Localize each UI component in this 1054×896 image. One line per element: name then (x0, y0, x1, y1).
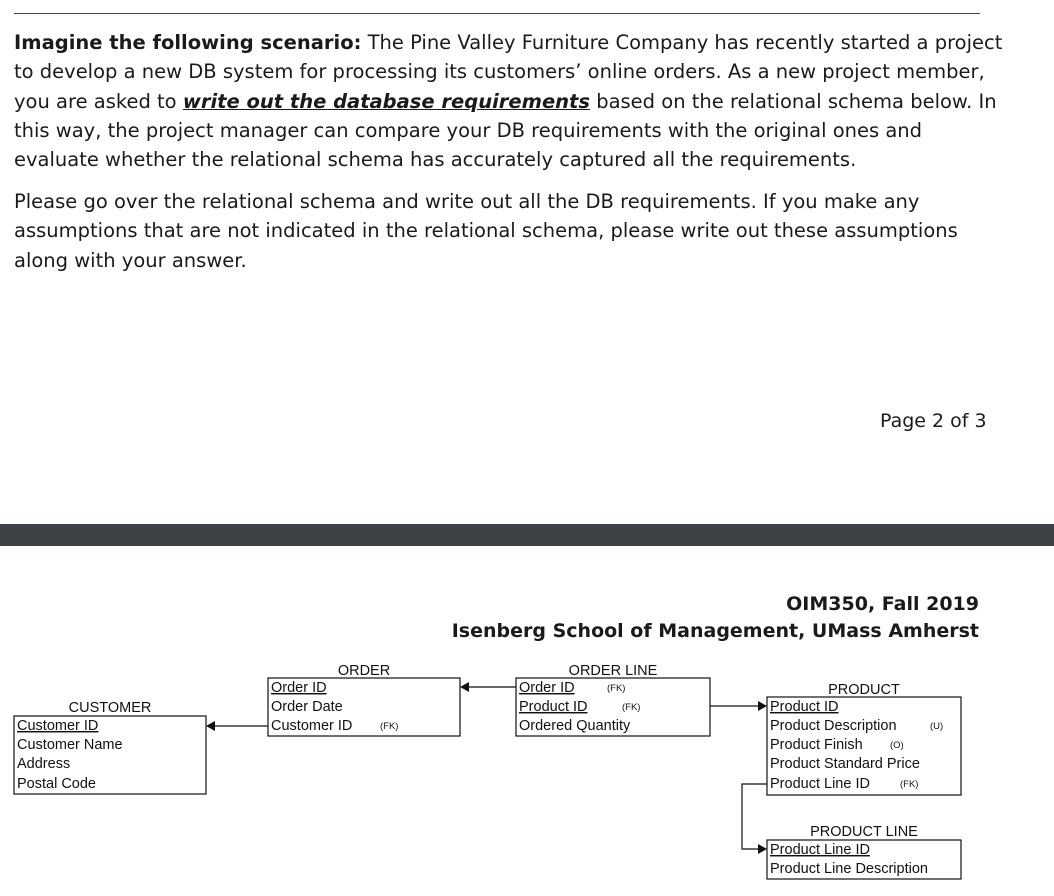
course-header: OIM350, Fall 2019 (786, 593, 979, 615)
product-attr: Product Line ID (770, 776, 870, 792)
product-attr: Product Standard Price (770, 756, 920, 772)
order-line-fk-tag: (FK) (622, 702, 641, 713)
school-header: Isenberg School of Management, UMass Amherst (451, 620, 979, 642)
scenario-lead: Imagine the following scenario: (14, 31, 362, 54)
product-attr: Product Description (770, 718, 897, 734)
customer-attr: Postal Code (17, 776, 96, 792)
arrowhead-product-line (758, 844, 767, 854)
customer-title: CUSTOMER (68, 700, 152, 716)
scenario-text-1: The Pine Valley Furniture Company has recently started a project to develop a new DB system for processing its customers’ online orders. As a new project member, you are asked to (14, 31, 1003, 113)
scenario-text-2: based on the relational schema below. In this way, the project manager can compare your DB requirements with the original ones and evaluate whether the relational schema has accurately captured all the requirements. (14, 89, 997, 172)
page-number: Page 2 of 3 (880, 410, 987, 432)
product-attr: Product Finish (770, 737, 863, 753)
product-optional-tag: (O) (890, 740, 904, 751)
order-line-fk-tag: (FK) (607, 683, 626, 694)
order-pk: Order ID (271, 680, 327, 696)
arrowhead-customer (206, 721, 215, 731)
product-fk-tag: (FK) (900, 779, 919, 790)
customer-attr: Address (17, 756, 71, 772)
order-line-title: ORDER LINE (568, 663, 658, 679)
order-line-pk: Order ID (519, 680, 575, 696)
order-fk-tag: (FK) (380, 721, 399, 732)
instructions-paragraph: Please go over the relational schema and write out all the DB requirements. If you make any assumptions that are not indicated in the relational schema, please write out these assumptions along with your answer. (14, 190, 958, 272)
scenario-emphasis: write out the database requirements (182, 89, 590, 113)
product-title: PRODUCT (828, 682, 900, 698)
customer-attr: Customer Name (17, 737, 123, 753)
customer-pk: Customer ID (17, 718, 99, 734)
product-unique-tag: (U) (930, 721, 944, 732)
order-line-attr: Ordered Quantity (519, 718, 631, 734)
product-pk: Product ID (770, 699, 839, 715)
order-line-pk: Product ID (519, 699, 588, 715)
product-line-attr: Product Line Description (770, 861, 928, 877)
product-line-pk: Product Line ID (770, 842, 870, 858)
product-line-title: PRODUCT LINE (810, 824, 918, 840)
arrowhead-product (758, 701, 767, 711)
order-attr: Customer ID (271, 718, 353, 734)
order-attr: Order Date (271, 699, 343, 715)
order-title: ORDER (337, 663, 391, 679)
arrowhead-order (460, 682, 469, 692)
